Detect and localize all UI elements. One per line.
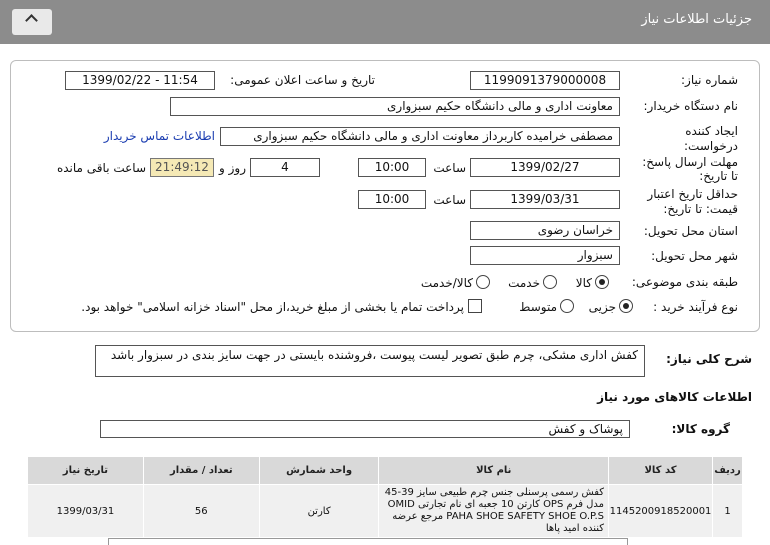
goods-table — [27, 456, 743, 538]
validity-time-value: 10:00 — [358, 190, 426, 209]
collapse-chevron-icon[interactable] — [12, 9, 52, 35]
remaining-days-label: روز و — [219, 161, 246, 175]
validity-date-value: 1399/03/31 — [470, 190, 620, 209]
buyer-value: معاونت اداری و مالی دانشگاه حکیم سبزواری — [170, 97, 620, 116]
col-unit: واحد شمارش — [259, 457, 379, 485]
col-name: نام کالا — [379, 457, 609, 485]
city-label: شهر محل تحویل: — [651, 249, 738, 263]
category-option-goods: کالا — [575, 276, 592, 290]
table-row[interactable] — [28, 485, 743, 538]
goods-group-label: گروه کالا: — [671, 422, 730, 436]
announce-label: تاریخ و ساعت اعلان عمومی: — [230, 73, 375, 87]
cell-name: کفش رسمی پرسنلی جنس چرم طبیعی سایز 39-45 مدل فرم OPS کارتن 10 جعبه ای نام تجارتی OMID PAHA SHOE SAFETY SHOE O.P.S مرجع عرضه کننده امید پاها — [379, 485, 609, 538]
buyer-label: نام دستگاه خریدار: — [643, 99, 738, 113]
next-section-box — [108, 538, 628, 545]
province-value: خراسان رضوی — [470, 221, 620, 240]
cell-unit: کارتن — [259, 485, 379, 538]
category-option-both: کالا/خدمت — [420, 276, 473, 290]
cell-code: 1145200918520001 — [609, 485, 713, 538]
creator-label-2: درخواست: — [684, 139, 738, 153]
treasury-checkbox[interactable] — [468, 299, 482, 313]
remaining-days-value: 4 — [250, 158, 320, 177]
col-code: کد کالا — [609, 457, 713, 485]
process-option-medium: متوسط — [519, 300, 557, 314]
validity-time-label: ساعت — [433, 193, 466, 207]
creator-value: مصطفی خرامیده کاربرداز معاونت اداری و مالی دانشگاه حکیم سبزواری — [220, 127, 620, 146]
page-title: جزئیات اطلاعات نیاز — [641, 12, 752, 27]
process-radio-medium[interactable] — [560, 299, 574, 313]
price-validity-label-2: قیمت: تا تاریخ: — [663, 202, 738, 216]
category-option-service: خدمت — [508, 276, 540, 290]
cell-qty: 56 — [143, 485, 259, 538]
reply-date-value: 1399/02/27 — [470, 158, 620, 177]
price-validity-label-1: حداقل تاریخ اعتبار — [647, 187, 738, 201]
reply-deadline-label-1: مهلت ارسال پاسخ: — [642, 155, 738, 169]
category-radio-goods[interactable] — [595, 275, 609, 289]
need-number-value: 1199091379000008 — [470, 71, 620, 90]
announce-value: 1399/02/22 - 11:54 — [65, 71, 215, 90]
category-label: طبقه بندی موضوعی: — [631, 275, 738, 289]
city-value: سبزوار — [470, 246, 620, 265]
category-radio-both[interactable] — [476, 275, 490, 289]
description-value: کفش اداری مشکی، چرم طبق تصویر لیست پیوست ،فروشنده بایستی در جهت سایز بندی در سبزوار باشد — [95, 345, 645, 377]
creator-label-1: ایجاد کننده — [685, 124, 738, 138]
cell-row: 1 — [713, 485, 743, 538]
process-option-minor: جزیی — [588, 300, 616, 314]
col-date: تاریخ نیاز — [28, 457, 144, 485]
reply-time-label: ساعت — [433, 161, 466, 175]
category-radio-service[interactable] — [543, 275, 557, 289]
goods-group-value: پوشاک و کفش — [100, 420, 630, 438]
treasury-payment-note: پرداخت تمام یا بخشی از مبلغ خرید،از محل "اسناد خزانه اسلامی" خواهد بود. — [81, 300, 464, 314]
reply-deadline-label-2: تا تاریخ: — [699, 169, 738, 183]
description-label: شرح کلی نیاز: — [666, 352, 752, 366]
goods-info-label: اطلاعات کالاهای مورد نیاز — [597, 390, 752, 404]
province-label: استان محل تحویل: — [643, 224, 738, 238]
remaining-time-label: ساعت باقی مانده — [56, 161, 146, 175]
process-radio-minor[interactable] — [619, 299, 633, 313]
col-qty: تعداد / مقدار — [143, 457, 259, 485]
cell-date: 1399/03/31 — [28, 485, 144, 538]
buyer-contact-link[interactable]: اطلاعات تماس خریدار — [103, 129, 215, 143]
process-label: نوع فرآیند خرید : — [653, 300, 738, 314]
remaining-time-value: 21:49:12 — [150, 158, 214, 177]
reply-time-value: 10:00 — [358, 158, 426, 177]
table-header-row — [28, 457, 743, 485]
need-number-label: شماره نیاز: — [681, 73, 738, 87]
col-row: ردیف — [713, 457, 743, 485]
